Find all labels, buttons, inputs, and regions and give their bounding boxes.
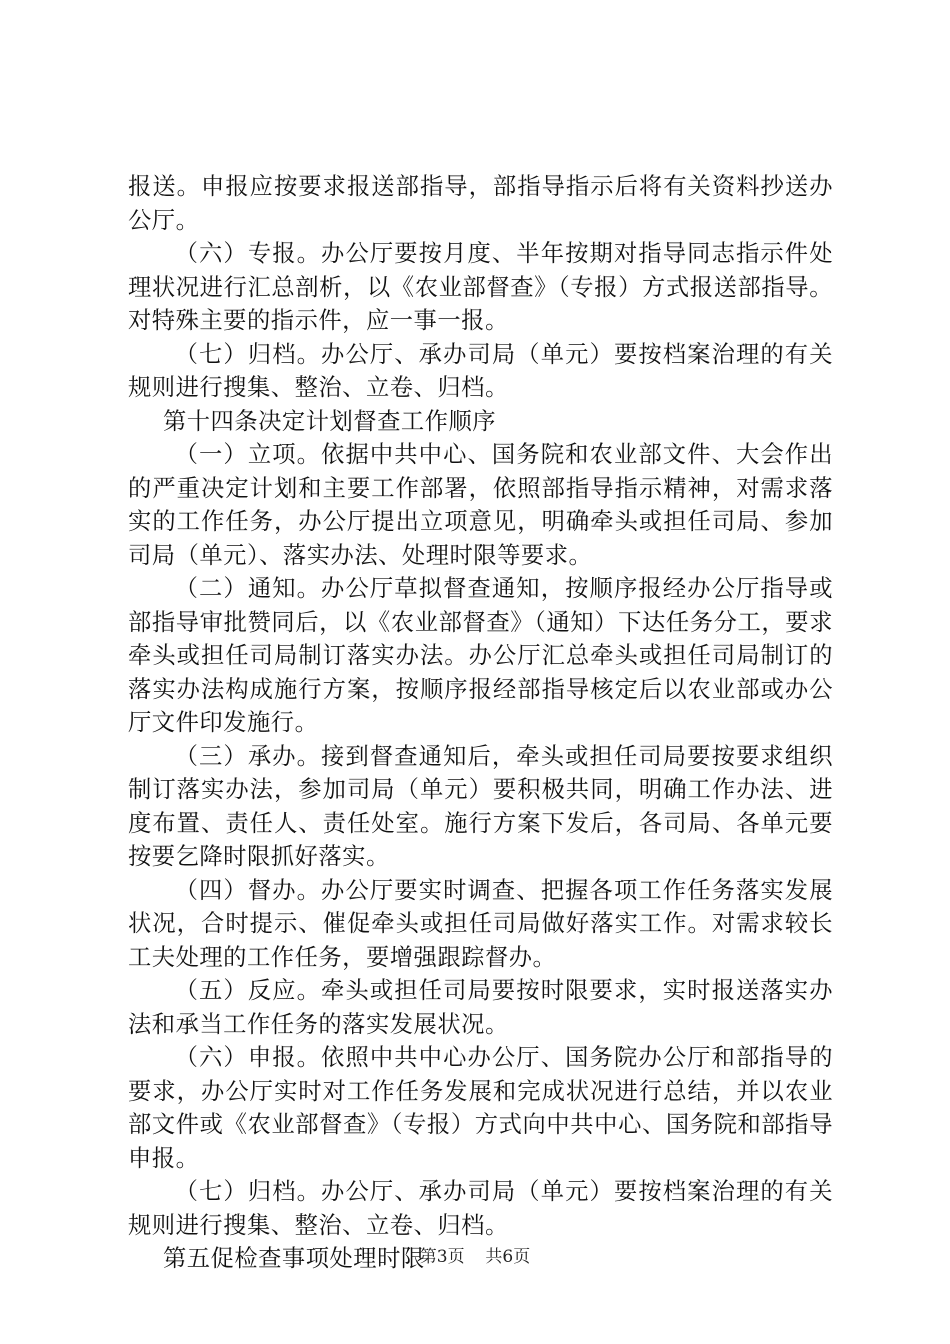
paragraph-reporting: （六）申报。依照中共中心办公厅、国务院办公厅和部指导的要求，办公厅实时对工作任务发展和完成状况进行总结，并以农业部文件或《农业部督查》（专报）方式向中共中心、国务院和部指导申报。 <box>128 1044 833 1172</box>
section-heading-time-limit: 第五促检查事项处理时限 <box>162 1245 425 1272</box>
page-footer <box>0 1242 950 1267</box>
section-heading-article-14: 第十四条决定计划督查工作顺序 <box>162 407 497 435</box>
paragraph-archiving: （七）归档。办公厅、承办司局（单元）要按档案治理的有关规则进行搜集、整治、立卷、归档。 <box>128 340 833 401</box>
paragraph-project-initiation: （一）立项。依据中共中心、国务院和农业部文件、大会作出的严重决定计划和主要工作部署，依照部指导指示精神，对需求落实的工作任务，办公厅提出立项意见，明确牵头或担任司局、参加司局（单元）、落实办法、处理时限等要求。 <box>128 441 833 569</box>
paragraph-undertaking: （三）承办。接到督查通知后，牵头或担任司局要按要求组织制订落实办法，参加司局（单元）要积极共同，明确工作办法、进度布置、责任人、责任处室。施行方案下发后，各司局、各单元要按要乞降时限抓好落实。 <box>128 742 833 870</box>
paragraph-feedback: （五）反应。牵头或担任司局要按时限要求，实时报送落实办法和承当工作任务的落实发展状况。 <box>128 977 833 1038</box>
paragraph-notification: （二）通知。办公厅草拟督查通知，按顺序报经办公厅指导或部指导审批赞同后，以《农业部督查》（通知）下达任务分工，要求牵头或担任司局制订落实办法。办公厅汇总牵头或担任司局制订的落实办法构成施行方案，按顺序报经部指导核定后以农业部或办公厅文件印发施行。 <box>128 575 833 736</box>
document-body <box>128 170 833 1276</box>
paragraph-archiving-2: （七）归档。办公厅、承办司局（单元）要按档案治理的有关规则进行搜集、整治、立卷、归档。 <box>128 1178 833 1239</box>
paragraph-special-report: （六）专报。办公厅要按月度、半年按期对指导同志指示件处理状况进行汇总剖析，以《农业部督查》（专报）方式报送部指导。对特殊主要的指示件，应一事一报。 <box>128 240 833 334</box>
paragraph-continuation: 报送。申报应按要求报送部指导，部指导指示后将有关资料抄送办公厅。 <box>128 173 833 234</box>
page-total: 共6页 <box>485 1247 531 1267</box>
page-number: 第3页 <box>419 1247 465 1267</box>
paragraph-supervision: （四）督办。办公厅要实时调查、把握各项工作任务落实发展状况，合时提示、催促牵头或担任司局做好落实工作。对需求较长工夫处理的工作任务，要增强跟踪督办。 <box>128 876 833 971</box>
